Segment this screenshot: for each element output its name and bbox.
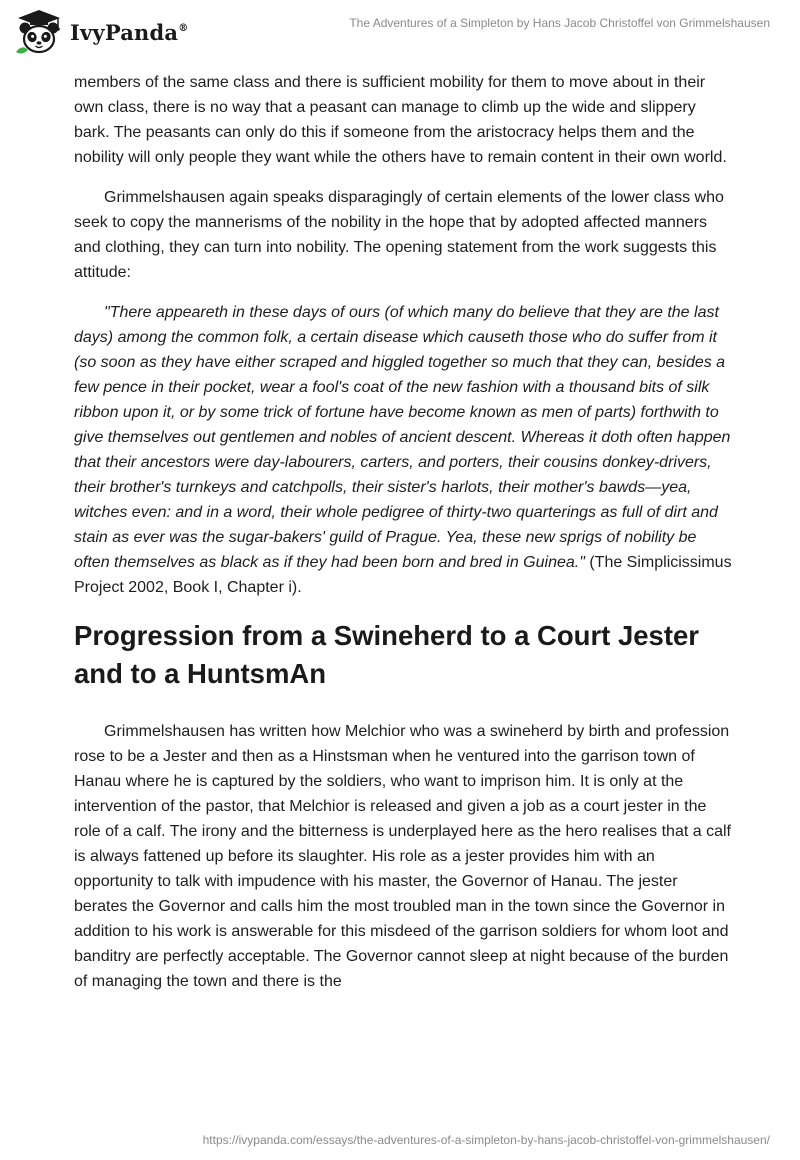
paragraph-3: Grimmelshausen has written how Melchior who was a swineherd by birth and profession rose to be a Jester and then as a Hinstsman when he ventured into the garrison town of Hanau where he is captured by the soldiers, who want to imprison him. It is only at the intervention of the pastor, that Melchior is released and given a job as a court jester in the role of a calf. The irony and the bitterness is underplayed here as the hero realises that a calf is always fattened up before its slaughter. His role as a jester provides him with an opportunity to talk with impudence with his master, the Governor of Hanau. The jester berates the Governor and calls him the most troubled man in the town since the Governor in addition to his work is answerable for this misdeed of the garrison soldiers for whom loot and banditry are perfectly acceptable. The Governor cannot sleep at night because of the burden of managing the town and there is the: [74, 723, 731, 990]
block-quote: [74, 300, 734, 600]
ivypanda-logo[interactable]: [14, 8, 188, 56]
quote-text: "There appeareth in these days of ours (of which many do believe that they are the last days) among the common folk, a certain disease which causeth those who do suffer from it (so soon as they have either scraped and higgled together so much that they can, besides a few pence in their pocket, wear a fool's coat of the new fashion with a thousand bits of silk ribbon upon it, or by some trick of fortune have become known as men of parts) forthwith to give themselves out gentlemen and nobles of ancient descent. Whereas it doth often happen that their ancestors were day-labourers, carters, and porters, their cousins donkey-drivers, their brother's turnkeys and catchpolls, their sister's harlots, their mother's bawds—yea, witches even: and in a word, their whole pedigree of thirty-two quarterings as full of dirt and stain as ever was the sugar-bakers' guild of Prague. Yea, these new sprigs of nobility be often themselves as black as if they had been born and bred in Guinea.": [74, 304, 731, 571]
paragraph-1: members of the same class and there is sufficient mobility for them to move about in their own class, there is no way that a peasant can manage to climb up the wide and slippery bark. The peasants can only do this if someone from the aristocracy helps them and the nobility will only people they want while the others have to remain content in their own world.: [74, 74, 727, 166]
registered-mark: ®: [178, 22, 189, 34]
document-title: The Adventures of a Simpleton by Hans Jacob Christoffel von Grimmelshausen: [349, 16, 770, 30]
quote-citation: (The Simplicissimus Project 2002, Book I, Chapter i).: [74, 554, 732, 596]
section-heading: Progression from a Swineherd to a Court Jester and to a HuntsmAn: [74, 620, 700, 689]
page-header: [0, 0, 800, 64]
source-url[interactable]: https://ivypanda.com/essays/the-adventures-of-a-simpleton-by-hans-jacob-christoffel-von-grimmelshausen/: [202, 1133, 770, 1147]
logo-name: IvyPanda: [70, 19, 179, 45]
logo-text: [70, 20, 188, 45]
essay-content: [74, 70, 734, 1009]
paragraph-2: Grimmelshausen again speaks disparagingly of certain elements of the lower class who seek to copy the mannerisms of the nobility in the hope that by adopted affected manners and clothing, they can turn into nobility. The opening statement from the work suggests this attitude:: [74, 189, 724, 281]
panda-graduate-icon: [14, 8, 64, 56]
